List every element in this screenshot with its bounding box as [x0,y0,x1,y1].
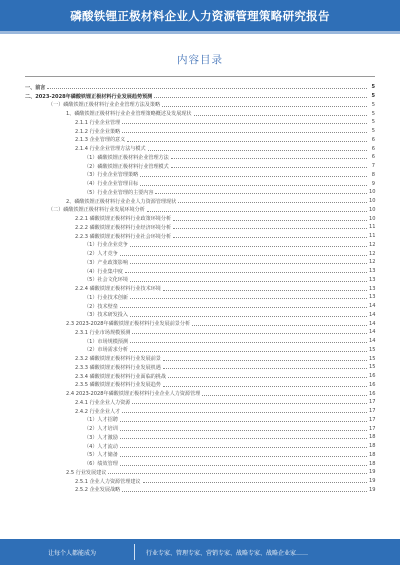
toc-entry-label: 2.2.1 磷酸铁锂正极材料行业政策环境分析 [75,216,172,223]
toc-entry-label: 2.3.4 磷酸铁锂正极材料行业面临的挑战 [75,373,166,380]
toc-entry-label: （5）人才储备 [84,452,118,459]
toc-leader-dots [132,403,367,404]
toc-entry-label: 2.3.5 磷酸铁锂正极材料行业发展趋势 [75,382,161,389]
toc-leader-dots [173,220,367,221]
toc-entry[interactable] [0,477,400,486]
toc-entry-page: 6 [371,136,375,143]
toc-entry-label: 2.3.3 磷酸铁锂正极材料行业发展机遇 [75,364,161,371]
toc-leader-dots [125,272,367,273]
toc-entry-page: 5 [371,101,375,108]
toc-entry-label: 2.2.3 磷酸铁锂正极材料行业社会环境分析 [75,233,172,240]
toc-entry[interactable] [0,451,400,460]
toc-entry-label: （一）磷酸铁锂正极材料行业企业管理方法及策略 [48,102,161,109]
toc-leader-dots [132,333,367,334]
toc-entry-page: 5 [371,119,375,126]
toc-entry[interactable] [0,381,400,390]
toc-leader-dots [163,290,367,291]
toc-entry-page: 14 [369,338,376,345]
report-title: 磷酸铁锂正极材料企业人力资源管理策略研究报告 [70,8,330,23]
toc-entry-label: 2.2.4 磷酸铁锂正极材料行业技术环境 [75,286,161,293]
toc-entry-page: 10 [369,215,376,222]
toc-leader-dots [120,255,367,256]
toc-entry-page: 13 [369,268,376,275]
toc-entry-page: 9 [371,180,375,187]
toc-entry[interactable] [0,109,400,118]
toc-title: 内容目录 [177,54,223,66]
toc-entry-label: 2.3.1 行业市场规模预测 [75,329,131,336]
toc-entry-label: 2.5.2 企业发展战略 [75,487,121,494]
toc-entry[interactable] [0,162,400,171]
toc-leader-dots [122,132,367,133]
toc-entry[interactable] [0,276,400,285]
toc-entry-label: （4）行业集中度 [84,268,123,275]
toc-entry[interactable] [0,188,400,197]
toc-leader-dots [140,176,367,177]
toc-entry-page: 10 [369,206,376,213]
toc-entry[interactable] [0,442,400,451]
toc-entry-label: （1）人才招聘 [84,417,118,424]
toc-entry-page: 6 [371,145,375,152]
toc-entry[interactable] [0,293,400,302]
toc-entry-page: 5 [371,110,375,117]
toc-entry-page: 17 [369,416,376,423]
toc-entry[interactable] [0,328,400,337]
toc-entry-page: 5 [371,84,375,91]
toc-leader-dots [122,123,367,124]
toc-leader-dots [140,185,367,186]
toc-entry-label: （2）人才竞争 [84,251,118,258]
toc-entry[interactable] [0,127,400,136]
toc-entry-page: 18 [369,434,376,441]
toc-leader-dots [143,482,367,483]
toc-entry-page: 18 [369,443,376,450]
toc-leader-dots [178,202,367,203]
toc-entry-page: 6 [371,154,375,161]
toc-entry-page: 11 [369,224,376,231]
toc-leader-dots [130,246,367,247]
toc-entry-label: （5）社会文化环境 [84,277,128,284]
toc-leader-dots [171,167,367,168]
toc-entry-page: 14 [369,320,376,327]
toc-leader-dots [163,360,367,361]
toc-entry-label: 2.2.2 磷酸铁锂正极材料行业经济环境分析 [75,224,172,231]
toc-entry[interactable] [0,398,400,407]
toc-entry-label: （3）产业政策影响 [84,259,128,266]
toc-entry-page: 19 [369,469,376,476]
toc-entry[interactable] [0,136,400,145]
toc-entry-page: 17 [369,399,376,406]
toc-entry-label: （6）绩效管理 [84,461,118,468]
toc-entry-label: （1）市场规模预测 [84,338,128,345]
toc-entry-label: 二、2023-2028年磷酸铁锂正极材料行业发展趋势预测 [25,93,153,100]
toc-entry-page: 17 [369,408,376,415]
toc-leader-dots [130,342,367,343]
toc-leader-dots [127,141,367,142]
toc-leader-dots [120,430,367,431]
toc-entry-page: 14 [369,303,376,310]
footer-separator [134,544,135,560]
toc-leader-dots [122,491,367,492]
toc-entry-label: （3）人才激励 [84,434,118,441]
footer-roles: 行业专家、管理专家、营销专家、战略专家、战略企业家…… [146,550,309,557]
toc-entry-label: （5）行业企业管理的主要内容 [84,189,154,196]
toc-leader-dots [108,473,367,474]
toc-leader-dots [130,351,367,352]
toc-entry[interactable] [0,144,400,153]
toc-entry-label: （1）行业技术创新 [84,294,128,301]
toc-entry-label: 1、磷酸铁锂正极材料行业企业管理策略概述及发展现状 [66,111,192,118]
toc-leader-dots [130,281,367,282]
toc-leader-dots [155,193,367,194]
toc-entry-label: 2.1.1 行业企业管理 [75,119,121,126]
toc-leader-dots [120,307,367,308]
toc-entry[interactable] [0,302,400,311]
toc-entry[interactable] [0,171,400,180]
toc-entry[interactable] [0,206,400,215]
toc-leader-dots [120,421,367,422]
toc-entry-label: 2.4 2023-2028年磷酸铁锂正极材料行业企业人力资源管理 [66,391,201,398]
header-divider [0,31,400,34]
toc-entry[interactable] [0,249,400,258]
toc-entry[interactable] [0,118,400,127]
toc-entry[interactable] [0,223,400,232]
footer-bar [0,539,400,565]
toc-leader-dots [130,263,367,264]
toc-entry-page: 13 [369,285,376,292]
toc-entry-label: （1）磷酸铁锂正极材料企业管理方法 [84,154,169,161]
toc-entry-page: 15 [369,346,376,353]
toc-entry-label: 2.1.2 行业企业策略 [75,128,121,135]
toc-entry-page: 16 [369,373,376,380]
toc-leader-dots [120,438,367,439]
toc-entry[interactable] [0,459,400,468]
toc-entry-label: 一、前言 [25,84,46,91]
toc-entry[interactable] [0,319,400,328]
toc-entry-label: 2、磷酸铁锂正极材料行业企业人力资源管理现状 [66,198,177,205]
table-of-contents [0,83,400,494]
toc-leader-dots [173,228,367,229]
toc-entry-page: 12 [369,241,376,248]
toc-leader-dots [162,106,367,107]
toc-leader-dots [147,211,367,212]
toc-entry[interactable] [0,389,400,398]
toc-entry-page: 15 [369,364,376,371]
footer-slogan: 让每个人都能成为 [48,550,97,557]
toc-divider [25,76,375,77]
toc-entry-label: （2）磷酸铁锂正极材料行业管理模式 [84,163,169,170]
toc-entry-page: 15 [369,355,376,362]
toc-entry[interactable] [0,311,400,320]
toc-entry[interactable] [0,92,400,101]
toc-entry[interactable] [0,284,400,293]
toc-entry-page: 14 [369,329,376,336]
toc-leader-dots [120,465,367,466]
toc-entry-page: 8 [371,171,375,178]
toc-entry[interactable] [0,232,400,241]
toc-entry[interactable] [0,372,400,381]
toc-entry[interactable] [0,486,400,495]
toc-entry-page: 19 [369,486,376,493]
toc-leader-dots [154,97,367,98]
toc-entry-label: （2）技术壁垒 [84,303,118,310]
toc-entry[interactable] [0,214,400,223]
toc-entry-page: 16 [369,390,376,397]
toc-entry[interactable] [0,416,400,425]
toc-entry-label: （4）行业企业管理目标 [84,181,139,188]
toc-leader-dots [120,447,367,448]
toc-entry[interactable] [0,267,400,276]
toc-entry[interactable] [0,468,400,477]
toc-leader-dots [163,368,367,369]
toc-leader-dots [192,325,367,326]
toc-entry[interactable] [0,101,400,110]
toc-entry-page: 18 [369,460,376,467]
toc-entry-page: 16 [369,381,376,388]
toc-entry-page: 7 [371,163,375,170]
toc-entry-label: （4）人才流动 [84,443,118,450]
toc-entry-page: 17 [369,425,376,432]
toc-leader-dots [120,456,367,457]
toc-entry[interactable] [0,153,400,162]
toc-entry-label: （2）市场需求分析 [84,347,128,354]
toc-leader-dots [202,395,367,396]
toc-entry-label: （2）人才培训 [84,426,118,433]
toc-leader-dots [47,88,367,89]
toc-entry-page: 5 [371,128,375,135]
toc-entry-label: （3）技术研发投入 [84,312,128,319]
toc-entry[interactable] [0,241,400,250]
toc-entry-label: 2.1.3 企业管理的意义 [75,137,126,144]
toc-entry-page: 18 [369,451,376,458]
toc-entry[interactable] [0,83,400,92]
toc-entry-page: 5 [371,93,375,100]
toc-entry[interactable] [0,354,400,363]
toc-entry-label: 2.3 2023-2028年磷酸铁锂正极材料行业发展前景分析 [66,321,191,328]
toc-entry-label: 2.5 行业发展建议 [66,469,107,476]
report-header [0,0,400,31]
toc-entry-page: 13 [369,294,376,301]
toc-entry-label: 2.3.2 磷酸铁锂正极材料行业发展前景 [75,356,161,363]
toc-leader-dots [163,386,367,387]
toc-entry[interactable] [0,179,400,188]
toc-entry-page: 13 [369,276,376,283]
toc-entry-page: 10 [369,198,376,205]
toc-entry[interactable] [0,337,400,346]
toc-entry-label: （二）磷酸铁锂正极材料行业发展环境分析 [48,207,145,214]
toc-entry-label: 2.1.4 行业企业管理方法与模式 [75,146,146,153]
toc-entry[interactable] [0,363,400,372]
toc-entry-page: 14 [369,311,376,318]
toc-leader-dots [168,377,367,378]
toc-entry-label: （1）行业企业竞争 [84,242,128,249]
toc-entry-label: 2.4.2 行业企业人才 [75,408,121,415]
toc-entry-page: 12 [369,259,376,266]
toc-entry-label: （3）行业企业管理策略 [84,172,139,179]
toc-entry[interactable] [0,424,400,433]
toc-leader-dots [130,316,367,317]
toc-entry[interactable] [0,433,400,442]
toc-leader-dots [148,150,367,151]
toc-entry-page: 10 [369,189,376,196]
toc-entry[interactable] [0,197,400,206]
toc-leader-dots [173,237,367,238]
toc-entry-page: 19 [369,478,376,485]
toc-entry-label: 2.4.1 行业企业人力资源 [75,399,131,406]
toc-entry[interactable] [0,407,400,416]
toc-leader-dots [122,412,367,413]
toc-leader-dots [194,115,368,116]
toc-leader-dots [130,298,367,299]
toc-entry-page: 12 [369,250,376,257]
toc-entry-page: 11 [369,233,376,240]
toc-leader-dots [171,158,367,159]
toc-entry[interactable] [0,346,400,355]
toc-entry[interactable] [0,258,400,267]
toc-entry-label: 2.5.1 企业人力资源管理建议 [75,478,141,485]
